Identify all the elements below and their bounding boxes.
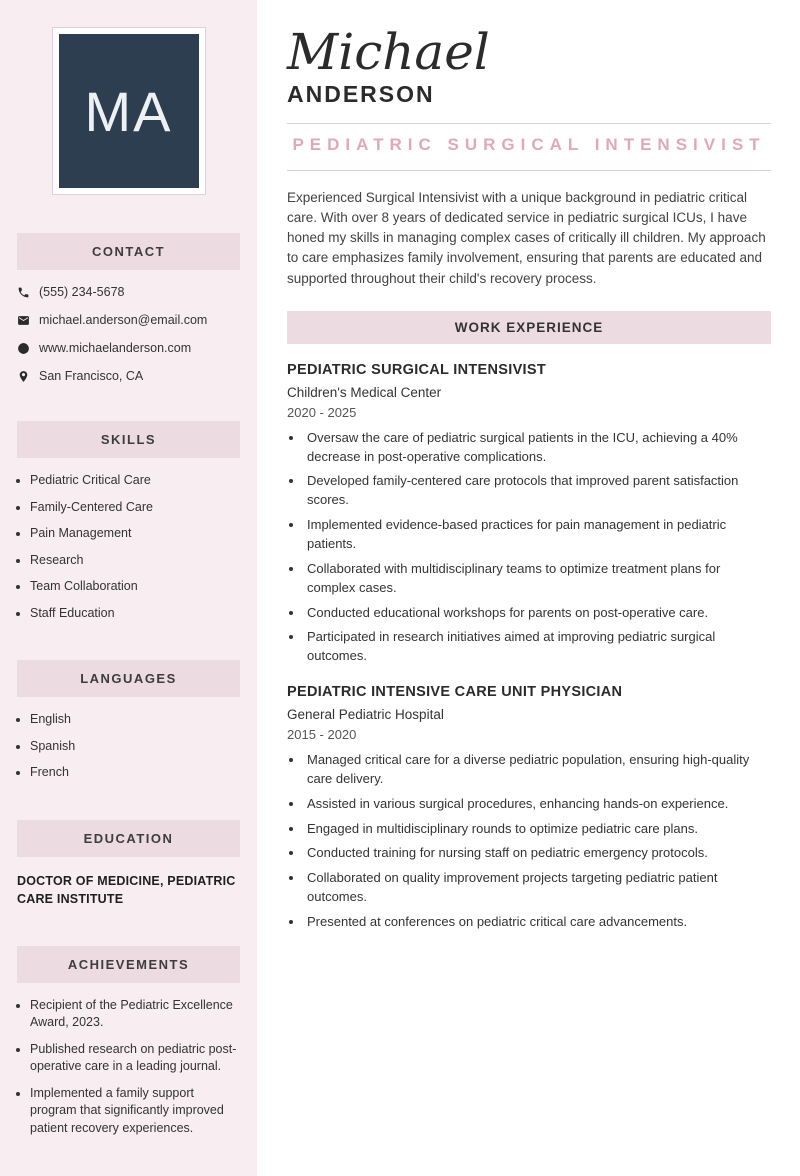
- job-entry-1: [287, 362, 771, 666]
- contact-location: [17, 369, 240, 383]
- job-bullet: • Conducted educational workshops for parents on post-operative care.: [304, 604, 771, 623]
- job-bullet: • Conducted training for nursing staff on pediatric emergency protocols.: [304, 844, 771, 863]
- achievements-list: [17, 997, 240, 1138]
- skill-item: • Staff Education: [30, 605, 240, 623]
- education-heading: EDUCATION: [17, 820, 240, 857]
- job-bullet-list: [287, 751, 771, 932]
- avatar-initials: MA: [59, 34, 199, 188]
- achievement-item: • Published research on pediatric post-operative care in a leading journal.: [30, 1041, 240, 1076]
- last-name: ANDERSON: [287, 80, 435, 107]
- language-item: • Spanish: [30, 738, 240, 756]
- skill-item: • Pediatric Critical Care: [30, 472, 240, 490]
- contact-phone-value: (555) 234-5678: [39, 285, 125, 299]
- main-content: [257, 0, 800, 1176]
- divider-top: [287, 123, 771, 124]
- achievement-item: • Recipient of the Pediatric Excellence Award, 2023.: [30, 997, 240, 1032]
- contact-heading: CONTACT: [17, 233, 240, 270]
- avatar: [52, 27, 206, 195]
- languages-heading: LANGUAGES: [17, 660, 240, 697]
- skill-item: • Research: [30, 552, 240, 570]
- job-bullet: • Assisted in various surgical procedures, enhancing hands-on experience.: [304, 795, 771, 814]
- contact-email-value: michael.anderson@email.com: [39, 313, 208, 327]
- divider-under-title: [287, 170, 771, 171]
- job-bullet: • Participated in research initiatives aimed at improving pediatric surgical outcomes.: [304, 628, 771, 666]
- job-company: Children's Medical Center: [287, 384, 442, 400]
- email-icon: [17, 314, 30, 327]
- job-title: PEDIATRIC INTENSIVE CARE UNIT PHYSICIAN: [287, 684, 623, 701]
- phone-icon: [17, 286, 30, 299]
- summary-paragraph: Experienced Surgical Intensivist with a unique background in pediatric critical care. With over 8 years of dedicated service in pediatric surgical ICUs, I have honed my skills in managing complex cases of critically ill children. My approach to care emphasizes family involvement, ensuring that parents are educated and supported throughout their child's recovery process.: [287, 189, 766, 286]
- resume-title: PEDIATRIC SURGICAL INTENSIVIST: [292, 134, 766, 154]
- job-bullet: • Developed family-centered care protocols that improved parent satisfaction scores.: [304, 472, 771, 510]
- job-dates: 2015 - 2020: [287, 727, 357, 743]
- job-title: PEDIATRIC SURGICAL INTENSIVIST: [287, 361, 547, 378]
- job-bullet: • Collaborated with multidisciplinary teams to optimize treatment plans for complex cases.: [304, 560, 771, 598]
- job-bullet: • Collaborated on quality improvement projects targeting pediatric patient outcomes.: [304, 869, 771, 907]
- job-company: General Pediatric Hospital: [287, 707, 444, 723]
- job-bullet-list: [287, 429, 771, 666]
- contact-list: [0, 270, 257, 383]
- contact-website: [17, 341, 240, 355]
- job-bullet: • Presented at conferences on pediatric critical care advancements.: [304, 913, 771, 932]
- job-dates: 2020 - 2025: [287, 404, 357, 420]
- job-bullet: • Oversaw the care of pediatric surgical patients in the ICU, achieving a 40% decrease in post-operative complications.: [304, 429, 771, 467]
- education-degree: DOCTOR OF MEDICINE, PEDIATRIC CARE INSTITUTE: [17, 873, 236, 906]
- sidebar: [0, 0, 257, 1176]
- contact-phone: [17, 285, 240, 299]
- language-item: • English: [30, 711, 240, 729]
- languages-list: [17, 711, 240, 782]
- skills-heading: SKILLS: [17, 421, 240, 458]
- skills-list: [17, 472, 240, 622]
- job-bullet: • Implemented evidence-based practices for pain management in pediatric patients.: [304, 516, 771, 554]
- skill-item: • Family-Centered Care: [30, 499, 240, 517]
- job-bullet: • Engaged in multidisciplinary rounds to optimize pediatric care plans.: [304, 820, 771, 839]
- skill-item: • Team Collaboration: [30, 578, 240, 596]
- contact-website-value: www.michaelanderson.com: [39, 341, 192, 355]
- job-entry-2: [287, 684, 771, 932]
- website-icon: [17, 342, 30, 355]
- work-experience-heading: WORK EXPERIENCE: [287, 311, 771, 344]
- achievements-heading: ACHIEVEMENTS: [17, 946, 240, 983]
- first-name: Michael: [287, 23, 490, 81]
- achievement-item: • Implemented a family support program that significantly improved patient recovery experiences.: [30, 1085, 240, 1138]
- contact-location-value: San Francisco, CA: [39, 369, 144, 383]
- skill-item: • Pain Management: [30, 525, 240, 543]
- contact-email: [17, 313, 240, 327]
- location-icon: [17, 370, 30, 383]
- job-bullet: • Managed critical care for a diverse pediatric population, ensuring high-quality care delivery.: [304, 751, 771, 789]
- language-item: • French: [30, 764, 240, 782]
